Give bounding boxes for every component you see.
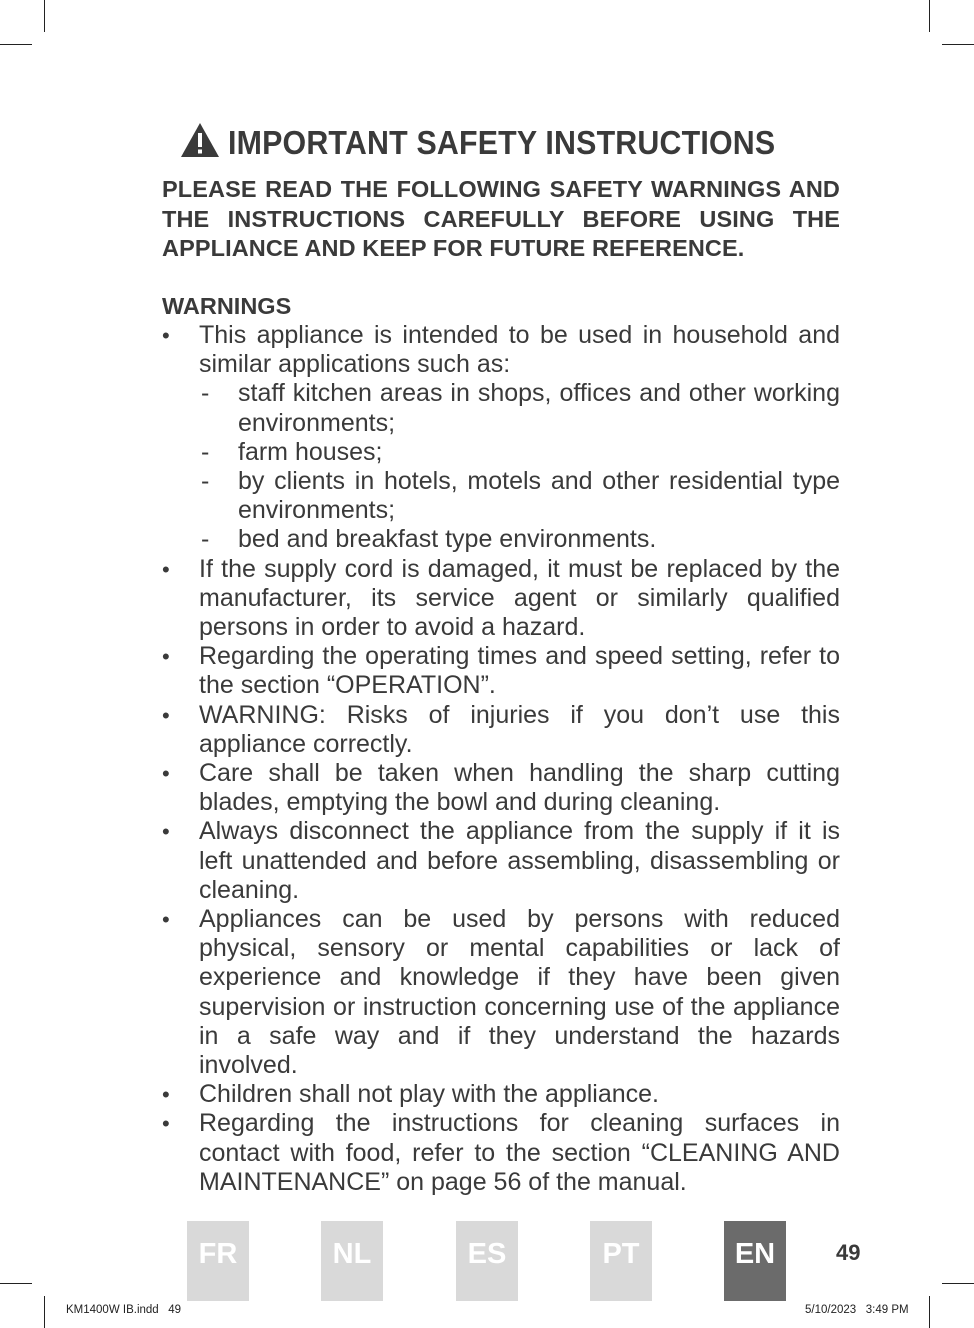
- bullet-icon: •: [162, 644, 170, 670]
- list-item-text: Appliances can be used by persons with reduced physical, sensory or mental capabilities or lack of experience and knowledge if they have been given supervision or instruction concerning use of the appliance in a safe way and if they understand the hazards involved.: [199, 905, 840, 1080]
- tab-pt[interactable]: PT: [590, 1221, 652, 1301]
- sub-list-item-text: bed and breakfast type environments.: [238, 525, 657, 554]
- list-item: [162, 701, 840, 759]
- dash-icon: -: [201, 437, 210, 466]
- page-title: IMPORTANT SAFETY INSTRUCTIONS: [227, 123, 775, 161]
- dash-icon: -: [201, 525, 210, 554]
- sub-list-item: [199, 467, 840, 525]
- list-item-text: Regarding the instructions for cleaning surfaces in contact with food, refer to the section “CLEANING AND MAINTENANCE” on page 56 of the manual.: [199, 1109, 840, 1196]
- sub-list: [199, 379, 840, 554]
- bullet-icon: •: [162, 556, 170, 582]
- list-item: [162, 1109, 840, 1197]
- warnings-heading: WARNINGS: [162, 293, 292, 319]
- list-item: [162, 905, 840, 1080]
- tab-en[interactable]: EN: [724, 1221, 786, 1301]
- list-item-text: Always disconnect the appliance from the supply if it is left unattended and before assembling, disassembling or cleaning.: [199, 817, 840, 904]
- list-item-text: If the supply cord is damaged, it must be replaced by the manufacturer, its service agent or similarly qualified persons in order to avoid a hazard.: [199, 554, 840, 642]
- slug-timestamp: 5/10/2023 3:49 PM: [805, 1304, 909, 1316]
- sub-list-item: [199, 438, 840, 467]
- tab-nl[interactable]: NL: [321, 1221, 383, 1301]
- tab-fr[interactable]: FR: [187, 1221, 249, 1301]
- list-item: [162, 642, 840, 700]
- list-item: [162, 321, 840, 555]
- list-item-text: Care shall be taken when handling the sharp cutting blades, emptying the bowl and during cleaning.: [199, 759, 840, 817]
- page-title-row: [162, 122, 840, 163]
- tab-es[interactable]: ES: [456, 1221, 518, 1301]
- warnings-list: [162, 321, 840, 1197]
- sub-list-item-text: by clients in hotels, motels and other residential type environments;: [238, 467, 840, 525]
- dash-icon: -: [201, 379, 210, 408]
- list-item: [162, 555, 840, 643]
- crop-mark: [44, 0, 45, 32]
- bullet-icon: •: [162, 323, 170, 348]
- slug-file: KM1400W IB.indd 49: [66, 1304, 182, 1316]
- list-item-text: WARNING: Risks of injuries if you don’t use this appliance correctly.: [199, 700, 840, 758]
- list-item: [162, 817, 840, 905]
- list-item-text: This appliance is intended to be used in household and similar applications such as:: [199, 321, 840, 379]
- bullet-icon: •: [162, 907, 170, 933]
- sub-list-item-text: staff kitchen areas in shops, offices and other working environments;: [238, 379, 840, 437]
- dash-icon: -: [201, 467, 210, 496]
- list-item: [162, 759, 840, 817]
- crop-mark: [44, 1296, 45, 1328]
- bullet-icon: •: [162, 702, 170, 728]
- bullet-icon: •: [162, 1082, 170, 1108]
- crop-mark: [929, 1296, 930, 1328]
- list-item: [162, 1080, 840, 1109]
- sub-list-item: [199, 379, 840, 437]
- crop-mark: [942, 44, 974, 45]
- list-item-text: Regarding the operating times and speed setting, refer to the section “OPERATION”.: [199, 642, 840, 700]
- bullet-icon: •: [162, 819, 170, 845]
- warning-triangle-icon: [180, 122, 228, 163]
- bullet-icon: •: [162, 761, 170, 787]
- crop-mark: [929, 0, 930, 32]
- bullet-icon: •: [162, 1111, 170, 1137]
- crop-mark: [942, 1283, 974, 1284]
- crop-mark: [0, 1283, 32, 1284]
- intro-paragraph: PLEASE READ THE FOLLOWING SAFETY WARNINGS AND THE INSTRUCTIONS CAREFULLY BEFORE USING THE APPLIANCE AND KEEP FOR FUTURE REFERENCE.: [162, 176, 840, 261]
- sub-list-item-text: farm houses;: [238, 437, 383, 466]
- sub-list-item: [199, 525, 840, 554]
- list-item-text: Children shall not play with the appliance.: [199, 1080, 659, 1109]
- page-number: 49: [836, 1240, 861, 1265]
- crop-mark: [0, 44, 32, 45]
